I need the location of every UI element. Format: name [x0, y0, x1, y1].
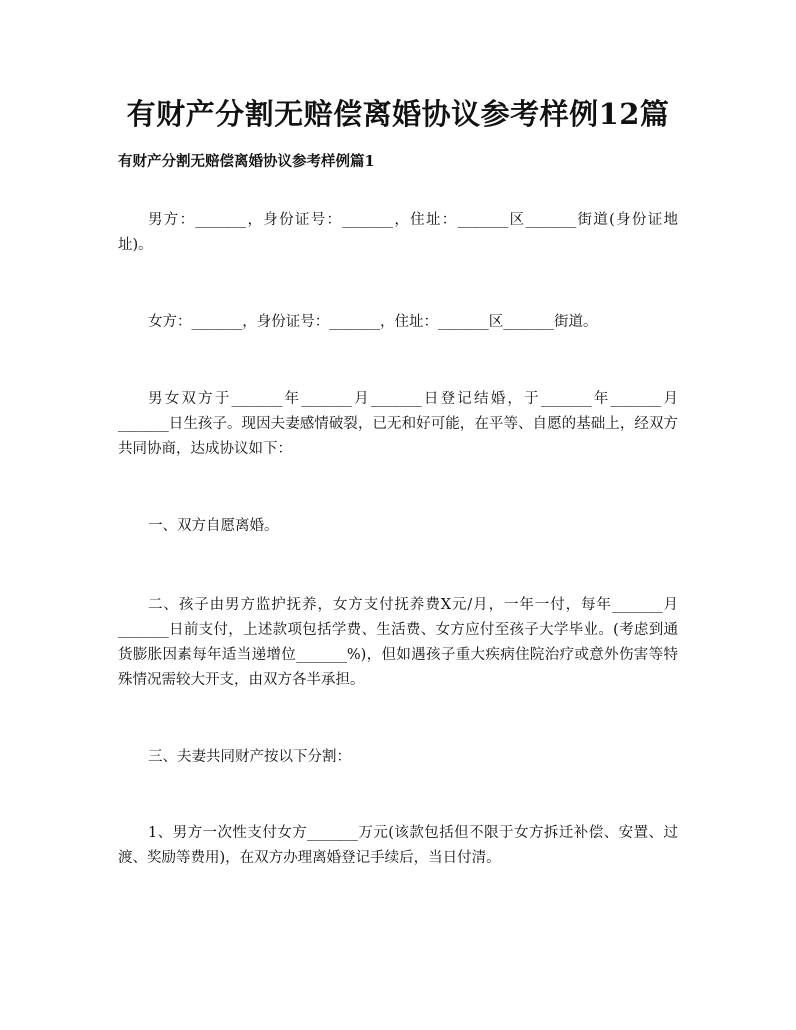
paragraph-clause-2: 二、孩子由男方监护抚养，女方支付抚养费X元/月，一年一付，每年_______月_______日前支付，上述款项包括学费、生活费、女方应付至孩子大学毕业。(考虑到通货膨胀因素每年适当递增位_______%)，但如遇孩子重大疾病住院治疗或意外伤害等特殊情况需较大开支，由双方各半承担。	[118, 597, 678, 688]
paragraph-husband-info: 男方：_______，身份证号：_______，住址：_______区_______街道(身份证地址)。	[118, 212, 678, 253]
paragraph-clause-1: 一、双方自愿离婚。	[148, 518, 279, 534]
document-title: 有财产分割无赔偿离婚协议参考样例12篇	[126, 97, 670, 131]
section-subtitle: 有财产分割无赔偿离婚协议参考样例篇1	[118, 153, 375, 170]
paragraph-marriage-background: 男女双方于_______年_______月_______日登记结婚，于_______年_______月_______日生孩子。现因夫妻感情破裂，已无和好可能，在平等、自愿的基础上，经双方共同协商，达成协议如下：	[118, 391, 678, 457]
paragraph-clause-3: 三、夫妻共同财产按以下分割：	[148, 749, 351, 765]
paragraph-clause-3-item-1: 1、男方一次性支付女方_______万元(该款包括但不限于女方拆迁补偿、安置、过渡、奖励等费用)，在双方办理离婚登记手续后，当日付清。	[118, 825, 678, 866]
paragraph-wife-info: 女方：_______，身份证号：_______，住址：_______区_______街道。	[148, 314, 598, 330]
